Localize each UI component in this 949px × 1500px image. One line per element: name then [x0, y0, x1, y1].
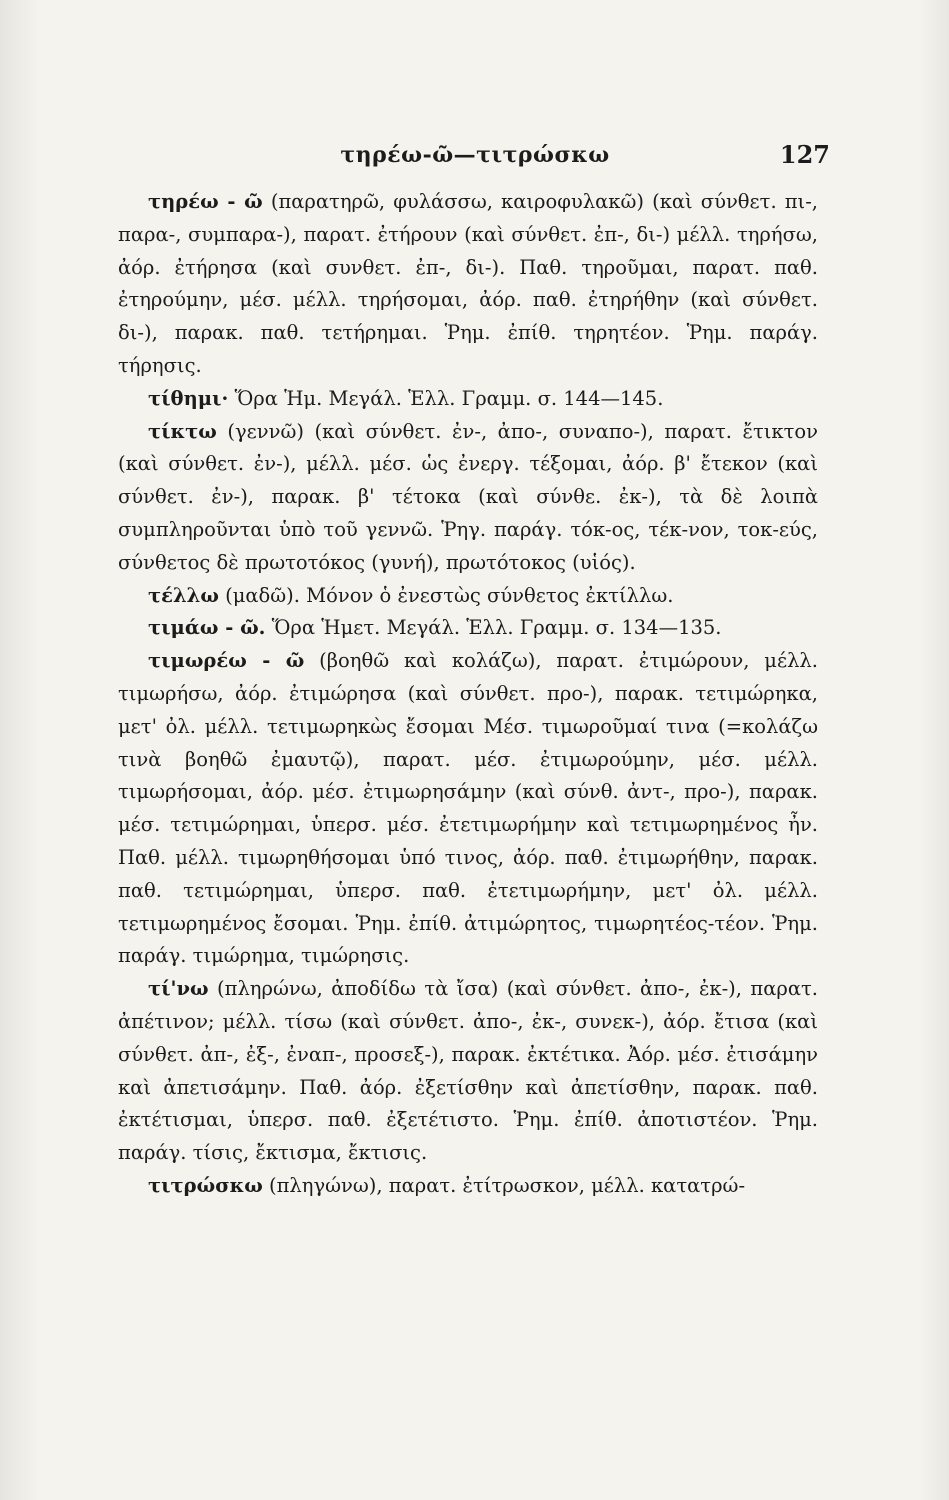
entry-timoreo [118, 645, 818, 973]
page-number: 127 [779, 140, 830, 169]
dictionary-entries [118, 186, 818, 1203]
entry-headword: τιτρώσκω [148, 1173, 263, 1197]
entry-text: (παρατηρῶ, φυλάσσω, καιροφυλακῶ) (καὶ σύνθετ. πι-, παρα-, συμπαρα-), παρατ. ἐτήρουν (καὶ σύνθετ. ἐπ-, δι-) μέλλ. τηρήσω, ἀόρ. ἐτήρησα (καὶ συνθετ. ἐπ-, δι-). Παθ. τηροῦμαι, παρατ. παθ. ἐτηρούμην, μέσ. μέλλ. τηρήσομαι, ἀόρ. παθ. ἐτηρήθην (καὶ σύνθετ. δι-), παρακ. παθ. τετήρημαι. Ῥημ. ἐπίθ. τηρητέον. Ῥημ. παράγ. τήρησις. [118, 190, 818, 377]
entry-text: Ὅρα Ἡμετ. Μεγάλ. Ἑλλ. Γραμμ. σ. 134—135. [265, 616, 722, 640]
entry-tithemi [118, 383, 818, 416]
entry-headword: τίθημι· [148, 386, 229, 410]
entry-tereo [118, 186, 818, 383]
entry-text: (πληρώνω, ἀποδίδω τὰ ἴσα) (καὶ σύνθετ. ἀπο-, ἐκ-), παρατ. ἀπέτινον; μέλλ. τίσω (καὶ σύνθετ. ἀπο-, ἐκ-, συνεκ-), ἀόρ. ἔτισα (καὶ σύνθετ. ἀπ-, ἐξ-, ἐναπ-, προσεξ-), παρακ. ἐκτέτικα. Ἀόρ. μέσ. ἐτισάμην καὶ ἀπετισάμην. Παθ. ἀόρ. ἐξετίσθην καὶ ἀπετίσθην, παρακ. παθ. ἐκτέτισμαι, ὑπερσ. παθ. ἐξετέτιστο. Ῥημ. ἐπίθ. ἀποτιστέον. Ῥημ. παράγ. τίσις, ἔκτισμα, ἔκτισις. [118, 977, 818, 1165]
entry-text: (πληγώνω), παρατ. ἐτίτρωσκον, μέλλ. κατατρώ- [262, 1173, 746, 1197]
entry-text: Ὅρα Ἡμ. Μεγάλ. Ἑλλ. Γραμμ. σ. 144—145. [228, 386, 664, 410]
entry-headword: τιμωρέω - ῶ [148, 649, 305, 673]
entry-headword: τιμάω - ῶ. [148, 616, 266, 640]
entry-headword: τηρέω - ῶ [148, 190, 263, 213]
entry-headword: τέλλω [148, 583, 219, 607]
entry-headword: τί'νω [148, 977, 209, 1001]
entry-text: (βοηθῶ καὶ κολάζω), παρατ. ἐτιμώρουν, μέλλ. τιμωρήσω, ἀόρ. ἐτιμώρησα (καὶ σύνθετ. προ-), παρακ. τετιμώρηκα, μετ' ὀλ. μέλλ. τετιμωρηκὼς ἔσομαι Μέσ. τιμωροῦμαί τινα (=κολάζω τινὰ βοηθῶ ἐμαυτῷ), παρατ. μέσ. ἐτιμωρούμην, μέσ. μέλλ. τιμωρήσομαι, ἀόρ. μέσ. ἐτιμωρησάμην (καὶ σύνθ. ἀντ-, προ-), παρακ. μέσ. τετιμώρημαι, ὑπερσ. μέσ. ἐτετιμωρήμην καὶ τετιμωρημένος ἦν. Παθ. μέλλ. τιμωρηθήσομαι ὑπό τινος, ἀόρ. παθ. ἐτιμωρήθην, παρακ. παθ. τετιμώρημαι, ὑπερσ. παθ. ἐτετιμωρήμην, μετ' ὀλ. μέλλ. τετιμωρημένος ἔσομαι. Ῥημ. ἐπίθ. ἀτιμώρητος, τιμωρητέος-τέον. Ῥημ. παράγ. τιμώρημα, τιμώρησις. [118, 649, 818, 968]
entry-text: (μαδῶ). Μόνον ὁ ἐνεστὼς σύνθετος ἐκτίλλω. [218, 583, 674, 607]
entry-tikto [118, 416, 818, 580]
entry-titrosko [118, 1170, 818, 1203]
page-header [120, 140, 830, 170]
entry-tino [118, 973, 818, 1170]
entry-headword: τίκτω [148, 419, 217, 443]
entry-text: (γεννῶ) (καὶ σύνθετ. ἐν-, ἀπο-, συναπο-), παρατ. ἔτικτον (καὶ σύνθετ. ἐν-), μέλλ. μέσ. ὡς ἐνεργ. τέξομαι, ἀόρ. β' ἔτεκον (καὶ σύνθετ. ἐν-), παρακ. β' τέτοκα (καὶ σύνθε. ἐκ-), τὰ δὲ λοιπὰ συμπληροῦνται ὑπὸ τοῦ γεννῶ. Ῥηγ. παράγ. τόκ-ος, τέκ-νον, τοκ-εύς, σύνθετος δὲ πρωτοτόκος (γυνή), πρωτότοκος (υἱός). [118, 419, 818, 574]
entry-tello [118, 580, 818, 613]
running-head: τηρέω-ῶ—τιτρώσκω [340, 142, 610, 168]
entry-timao [118, 612, 818, 645]
